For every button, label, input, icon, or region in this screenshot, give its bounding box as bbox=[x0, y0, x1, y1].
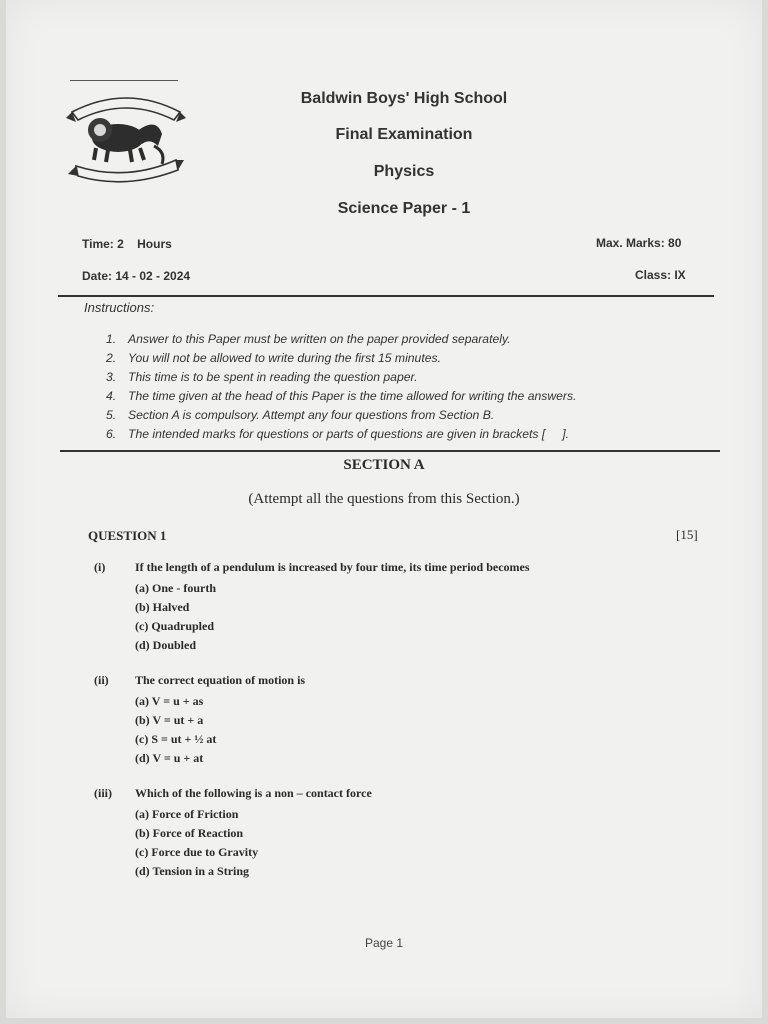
instruction-item: 1. Answer to this Paper must be written on the paper provided separately. bbox=[106, 332, 511, 346]
option: (a) One - fourth bbox=[135, 581, 216, 595]
option: (b) Force of Reaction bbox=[135, 826, 244, 840]
instructions-divider bbox=[60, 450, 720, 452]
part-text: If the length of a pendulum is increased by four time, its time period becomes bbox=[135, 560, 530, 574]
instructions-list bbox=[106, 330, 706, 444]
max-marks-label: Max. Marks: 80 bbox=[596, 236, 682, 250]
question-title: QUESTION 1 bbox=[88, 528, 167, 543]
paper-title: Science Paper - 1 bbox=[337, 200, 471, 217]
options-list bbox=[135, 579, 216, 655]
question-marks: [15] bbox=[676, 527, 698, 542]
exam-title: Final Examination bbox=[335, 126, 473, 143]
date-label: Date: 14 - 02 - 2024 bbox=[82, 269, 191, 283]
top-rule bbox=[70, 80, 178, 81]
instruction-item: 4. The time given at the head of this Paper is the time allowed for writing the answers. bbox=[106, 389, 577, 403]
option: (b) V = ut + a bbox=[135, 713, 204, 727]
option: (d) V = u + at bbox=[135, 751, 204, 765]
options-list bbox=[135, 805, 258, 881]
part-text: The correct equation of motion is bbox=[135, 673, 306, 687]
instruction-item: 6. The intended marks for questions or parts of questions are given in brackets [ ]. bbox=[106, 427, 570, 441]
page-number: Page 1 bbox=[364, 936, 404, 950]
subject-title: Physics bbox=[373, 163, 435, 180]
school-name: Baldwin Boys' High School bbox=[300, 90, 508, 107]
option: (d) Tension in a String bbox=[135, 864, 250, 878]
instructions-heading: Instructions: bbox=[84, 300, 155, 315]
option: (b) Halved bbox=[135, 600, 190, 614]
instruction-item: 3. This time is to be spent in reading the question paper. bbox=[106, 370, 418, 384]
part-number: (iii) bbox=[94, 786, 112, 800]
instruction-item: 2. You will not be allowed to write during the first 15 minutes. bbox=[106, 351, 441, 365]
option: (d) Doubled bbox=[135, 638, 197, 652]
option: (c) S = ut + ½ at bbox=[135, 732, 217, 746]
time-label: Time: 2 Hours bbox=[82, 237, 172, 251]
section-title: SECTION A bbox=[343, 457, 425, 473]
options-list bbox=[135, 692, 216, 768]
header-divider bbox=[58, 295, 714, 297]
class-label: Class: IX bbox=[635, 268, 686, 282]
instruction-item: 5. Section A is compulsory. Attempt any four questions from Section B. bbox=[106, 408, 495, 422]
option: (a) Force of Friction bbox=[135, 807, 239, 821]
option: (a) V = u + as bbox=[135, 694, 204, 708]
section-note: (Attempt all the questions from this Section.) bbox=[248, 491, 520, 507]
option: (c) Quadrupled bbox=[135, 619, 215, 633]
option: (c) Force due to Gravity bbox=[135, 845, 259, 859]
part-text: Which of the following is a non – contact force bbox=[135, 786, 372, 800]
part-number: (i) bbox=[94, 560, 106, 574]
part-number: (ii) bbox=[94, 673, 109, 687]
